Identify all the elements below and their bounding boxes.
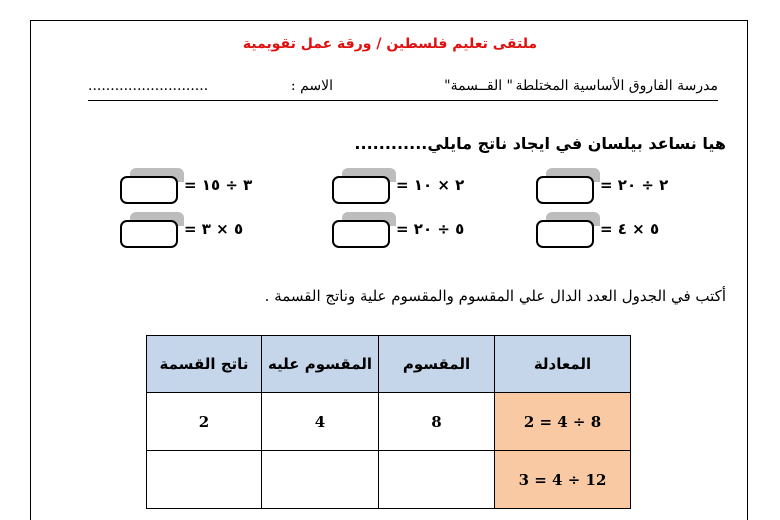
answer-box[interactable] xyxy=(120,220,178,248)
worksheet-title: ملتقى تعليم فلسطين / ورقة عمل تقويمية xyxy=(242,36,538,52)
school-name: مدرسة الفاروق الأساسية المختلطة xyxy=(515,78,718,94)
subject-label: " القــسمة" xyxy=(444,78,513,94)
answer-box[interactable] xyxy=(536,176,594,204)
quotient-cell: 2 xyxy=(147,393,262,451)
answer-box[interactable] xyxy=(536,220,594,248)
divisor-cell: 4 xyxy=(262,393,379,451)
table-instruction: أكتب في الجدول العدد الدال علي المقسوم والمقسوم علية وناتج القسمة . xyxy=(264,287,726,305)
equation-expression: = ٥ × ٣ xyxy=(184,220,244,238)
name-label: الاسم : xyxy=(290,78,333,94)
header-equation: المعادلة xyxy=(495,336,631,393)
header-divisor: المقسوم عليه xyxy=(262,336,379,393)
table-row xyxy=(147,393,631,451)
answer-box[interactable] xyxy=(332,176,390,204)
header-quotient: ناتج القسمة xyxy=(147,336,262,393)
equation-expression: = ٢ ÷ ٢٠ xyxy=(600,176,669,194)
equation-expression: = ٢ × ١٠ xyxy=(396,176,465,194)
equation-expression: = ٥ ÷ ٢٠ xyxy=(396,220,465,238)
exercise-heading: هيا نساعد بيلسان في ايجاد ناتج مايلي............ xyxy=(354,134,726,153)
table-header-row xyxy=(147,336,631,393)
division-table xyxy=(146,335,631,509)
answer-box[interactable] xyxy=(332,220,390,248)
name-blank: ........................... xyxy=(88,78,209,94)
header-dividend: المقسوم xyxy=(379,336,495,393)
dividend-cell: 8 xyxy=(379,393,495,451)
equation-expression: = ٥ × ٤ xyxy=(600,220,660,238)
equation-cell: 3 = 4 ÷ 12 xyxy=(495,451,631,509)
equation-cell: 2 = 4 ÷ 8 xyxy=(495,393,631,451)
header-line xyxy=(88,78,718,101)
answer-box[interactable] xyxy=(120,176,178,204)
equation-expression: = ٣ ÷ ١٥ xyxy=(184,176,253,194)
